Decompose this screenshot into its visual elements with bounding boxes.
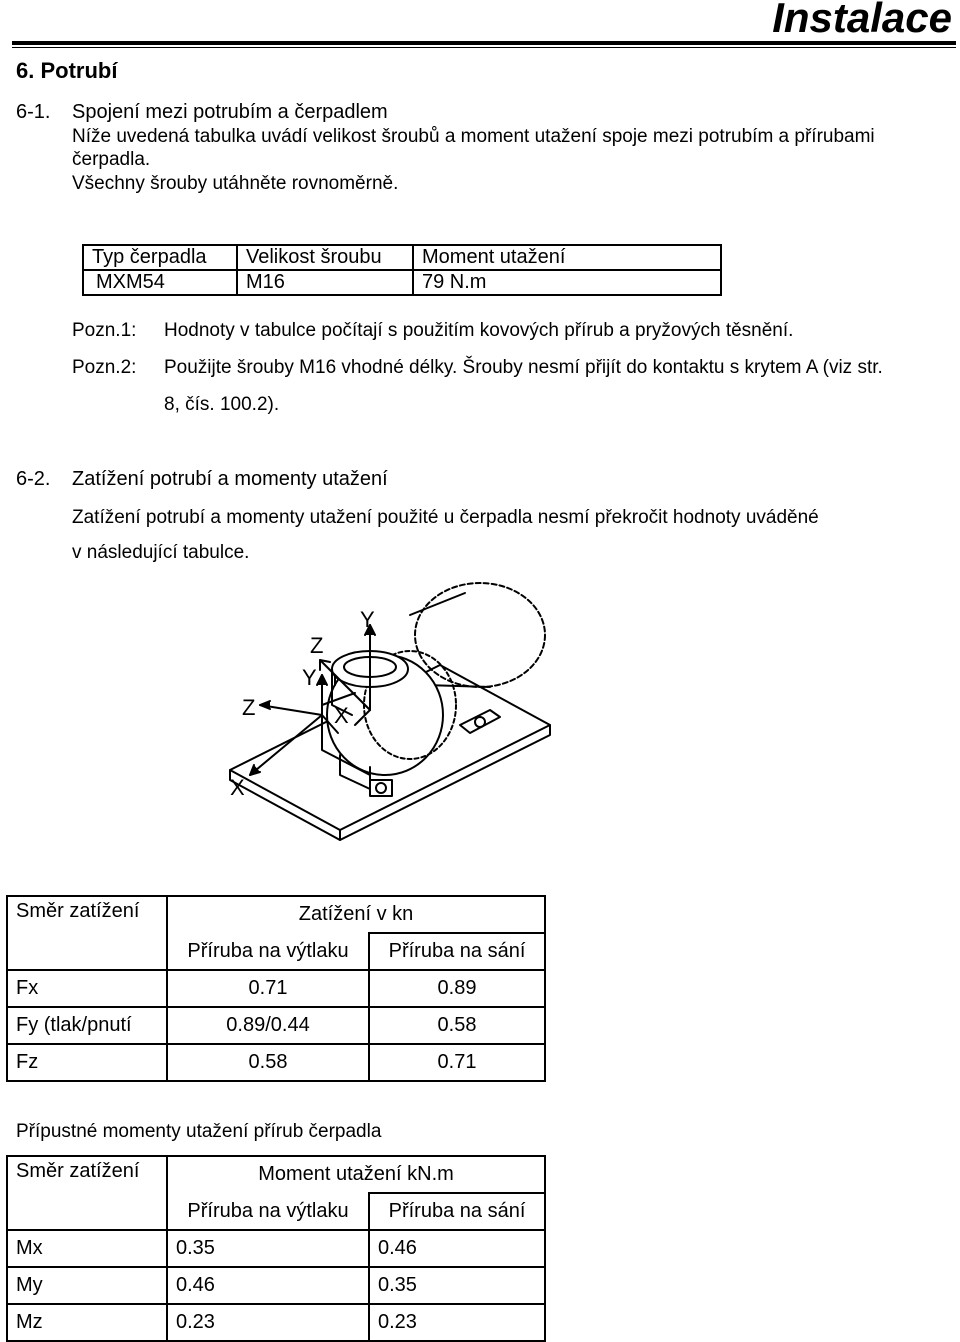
table-header-cell: Velikost šroubu xyxy=(237,245,413,270)
subsection-number: 6-1. xyxy=(16,101,51,123)
header-rule xyxy=(12,41,956,45)
section-title: 6. Potrubí xyxy=(16,58,118,83)
moment-table xyxy=(6,1155,546,1342)
table-cell: MXM54 xyxy=(83,270,237,295)
table-cell: 0.89 xyxy=(369,970,545,1007)
table-cell: 0.58 xyxy=(167,1044,369,1081)
table-header-cell: Příruba na sání xyxy=(369,1193,545,1230)
table-header-cell: Směr zatížení xyxy=(7,1156,167,1230)
table-cell: Mz xyxy=(7,1304,167,1341)
table-cell: 0.35 xyxy=(369,1267,545,1304)
subsection-title: Spojení mezi potrubím a čerpadlem xyxy=(72,101,388,123)
table-cell: Fy (tlak/pnutí xyxy=(7,1007,167,1044)
table-cell: Fz xyxy=(7,1044,167,1081)
paragraph-line: Zatížení potrubí a momenty utažení použité u čerpadla nesmí překročit hodnoty uváděné xyxy=(72,507,819,528)
table-cell: 0.23 xyxy=(167,1304,369,1341)
table-header-cell: Příruba na výtlaku xyxy=(167,1193,369,1230)
pump-load-diagram xyxy=(210,575,580,865)
table-header-cell: Příruba na výtlaku xyxy=(167,933,369,970)
note-text: 8, čís. 100.2). xyxy=(164,394,280,415)
note-label: Pozn.2: xyxy=(72,357,137,378)
table-cell: 0.35 xyxy=(167,1230,369,1267)
table-group-header: Zatížení v kn xyxy=(167,896,545,933)
note-text: Použijte šrouby M16 vhodné délky. Šrouby nesmí přijít do kontaktu s krytem A (viz str. xyxy=(164,357,883,378)
table-cell: My xyxy=(7,1267,167,1304)
table-header-cell: Směr zatížení xyxy=(7,896,167,970)
paragraph-line: Všechny šrouby utáhněte rovnoměrně. xyxy=(72,173,399,194)
bolt-table xyxy=(82,244,722,296)
note-label: Pozn.1: xyxy=(72,320,137,341)
paragraph-line: čerpadla. xyxy=(72,149,151,170)
table-header-cell: Příruba na sání xyxy=(369,933,545,970)
header-rule-thin xyxy=(12,47,956,48)
table-cell: Mx xyxy=(7,1230,167,1267)
table-group-header: Moment utažení kN.m xyxy=(167,1156,545,1193)
paragraph-line: v následující tabulce. xyxy=(72,542,250,563)
subsection-number: 6-2. xyxy=(16,468,51,490)
table-cell: 0.46 xyxy=(167,1267,369,1304)
table-cell: 0.71 xyxy=(167,970,369,1007)
axis-label-x-mid: X xyxy=(334,703,349,728)
table-cell: 79 N.m xyxy=(413,270,721,295)
table-cell: 0.46 xyxy=(369,1230,545,1267)
table-header-cell: Typ čerpadla xyxy=(83,245,237,270)
subsection-title: Zatížení potrubí a momenty utažení xyxy=(72,468,388,490)
load-table xyxy=(6,895,546,1082)
axis-label-y-top: Y xyxy=(360,607,375,632)
page-header-title: Instalace xyxy=(772,0,952,41)
table-cell: M16 xyxy=(237,270,413,295)
table-cell: Fx xyxy=(7,970,167,1007)
table-cell: 0.71 xyxy=(369,1044,545,1081)
table-cell: 0.58 xyxy=(369,1007,545,1044)
note-text: Hodnoty v tabulce počítají s použitím kovových přírub a pryžových těsnění. xyxy=(164,320,794,341)
axis-label-z-left: Z xyxy=(242,695,256,720)
table-header-cell: Moment utažení xyxy=(413,245,721,270)
axis-label-y-mid: Y xyxy=(302,665,317,690)
moment-table-title: Přípustné momenty utažení přírub čerpadla xyxy=(16,1121,382,1142)
axis-label-z-top: Z xyxy=(310,633,324,658)
table-cell: 0.89/0.44 xyxy=(167,1007,369,1044)
table-cell: 0.23 xyxy=(369,1304,545,1341)
paragraph-line: Níže uvedená tabulka uvádí velikost šroubů a moment utažení spoje mezi potrubím a přírubami xyxy=(72,126,875,147)
axis-label-x-left: X xyxy=(230,775,245,800)
